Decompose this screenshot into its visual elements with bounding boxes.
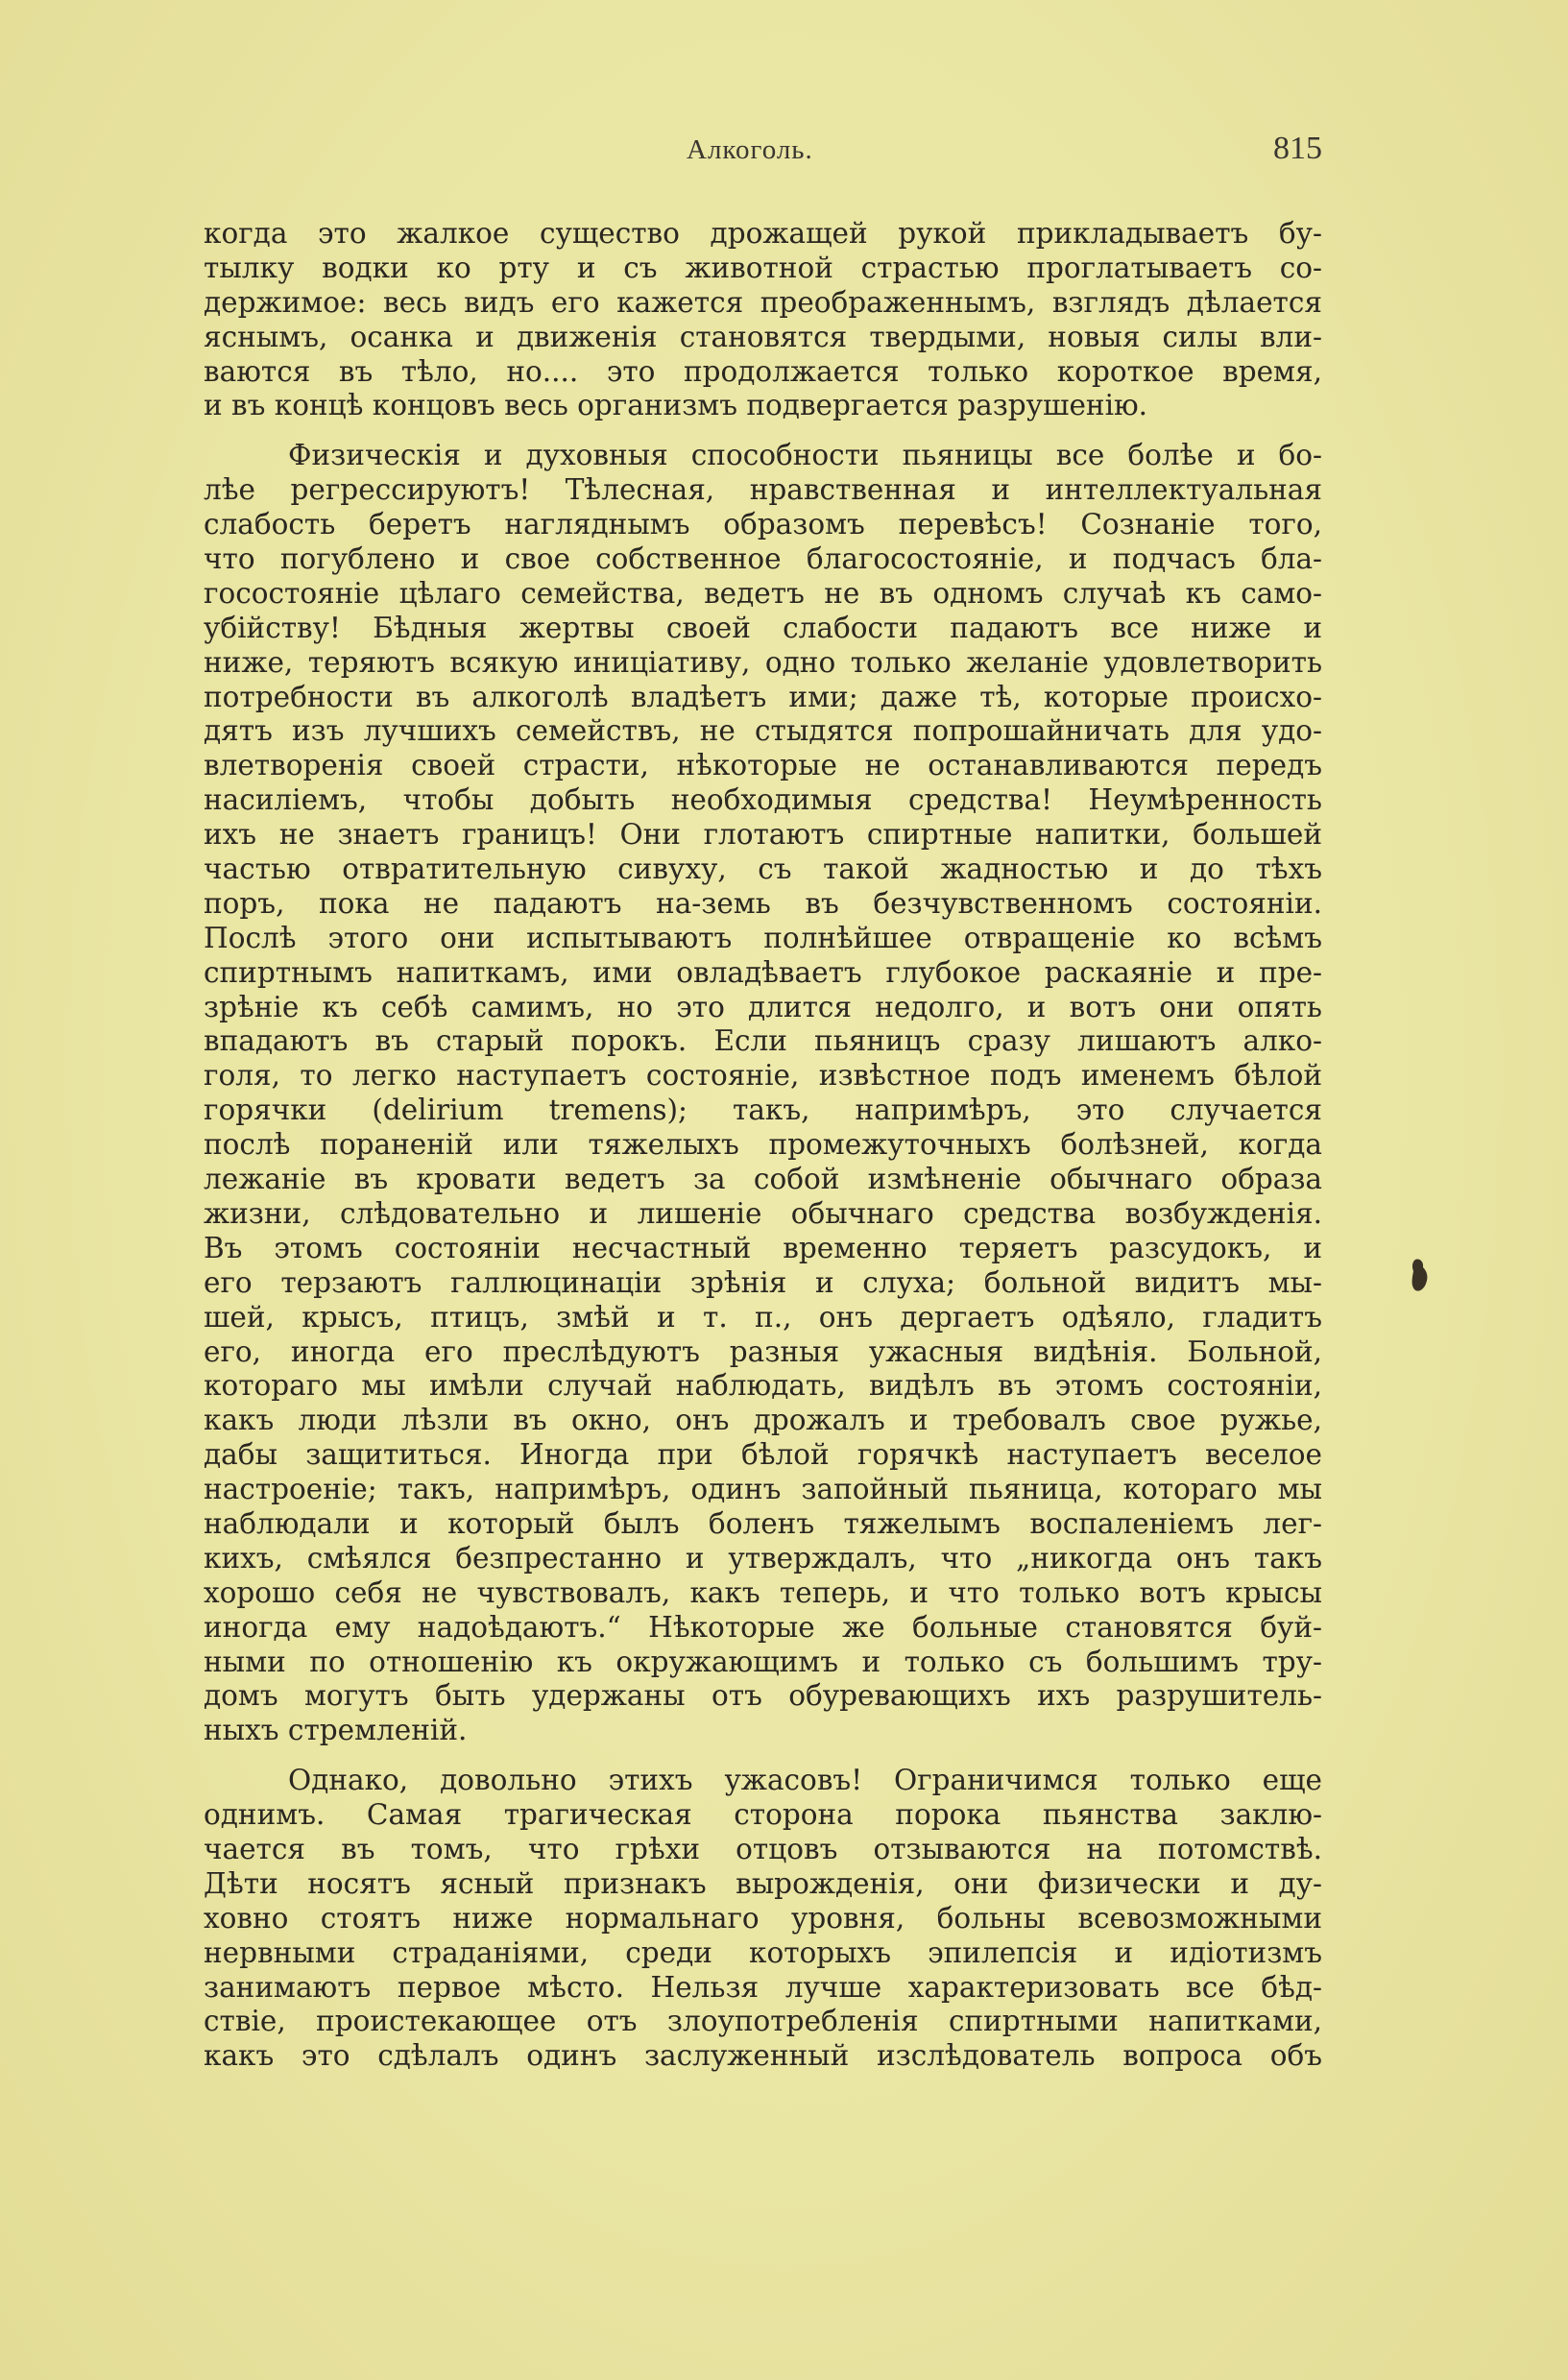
text-line: потребности въ алкоголѣ владѣетъ ими; даже тѣ, которые происхо- <box>204 680 1322 713</box>
text-line: ными по отношенію къ окружающимъ и только съ большимъ тру- <box>204 1645 1322 1678</box>
text-line: лежаніе въ кровати ведетъ за собой измѣненіе обычнаго образа <box>204 1163 1322 1196</box>
text-line: какъ люди лѣзли въ окно, онъ дрожалъ и требовалъ свое ружье, <box>204 1404 1322 1437</box>
text-line: настроеніе; такъ, напримѣръ, одинъ запойный пьяница, котораго мы <box>204 1473 1322 1506</box>
text-line: жизни, слѣдовательно и лишеніе обычнаго средства возбужденія. <box>204 1196 1322 1230</box>
text-line: ихъ не знаетъ границъ! Они глотаютъ спиртные напитки, большей <box>204 818 1322 852</box>
page-header <box>204 131 1322 173</box>
text-line: котораго мы имѣли случай наблюдать, видѣлъ въ этомъ состояніи, <box>204 1369 1322 1403</box>
text-line: однимъ. Самая трагическая сторона порока пьянства заклю- <box>204 1798 1322 1832</box>
text-line: насиліемъ, чтобы добыть необходимыя средства! Неумѣренность <box>204 783 1322 817</box>
text-line: убійству! Бѣдныя жертвы своей слабости падаютъ все ниже и <box>204 611 1322 644</box>
text-line: хорошо себя не чувствовалъ, какъ теперь, и что только вотъ крысы <box>204 1575 1322 1609</box>
text-line: иногда ему надоѣдаютъ.“ Нѣкоторые же больные становятся буй- <box>204 1610 1322 1644</box>
text-line: ствіе, проистекающее отъ злоупотребленія спиртными напитками, <box>204 2005 1322 2038</box>
text-line: чается въ томъ, что грѣхи отцовъ отзываются на потомствѣ. <box>204 1832 1322 1865</box>
text-line: голя, то легко наступаетъ состояніе, извѣстное подъ именемъ бѣлой <box>204 1059 1322 1093</box>
text-line: что погублено и свое собственное благосостояніе, и подчасъ бла- <box>204 542 1322 576</box>
text-line: шей, крысъ, птицъ, змѣй и т. п., онъ дергаетъ одѣяло, гладитъ <box>204 1300 1322 1334</box>
body-text <box>204 217 1322 2089</box>
text-line: поръ, пока не падаютъ на-земь въ безчувственномъ состояніи. <box>204 886 1322 920</box>
text-line: ховно стоятъ ниже нормальнаго уровня, больны всевозможными <box>204 1901 1322 1935</box>
text-line: Послѣ этого они испытываютъ полнѣйшее отвращеніе ко всѣмъ <box>204 921 1322 954</box>
text-line: кихъ, смѣялся безпрестанно и утверждалъ, что „никогда онъ такъ <box>204 1541 1322 1575</box>
text-line: влетворенія своей страсти, нѣкоторые не останавливаются передъ <box>204 749 1322 782</box>
text-line: спиртнымъ напиткамъ, ими овладѣваетъ глубокое раскаяніе и пре- <box>204 955 1322 989</box>
text-line: Дѣти носятъ ясный признакъ вырожденія, они физически и ду- <box>204 1866 1322 1900</box>
text-line: тылку водки ко рту и съ животной страстью проглатываетъ со- <box>204 251 1322 284</box>
paragraph-1 <box>204 217 1322 423</box>
text-line: Въ этомъ состояніи несчастный временно теряетъ разсудокъ, и <box>204 1231 1322 1264</box>
text-line: и въ концѣ концовъ весь организмъ подвергается разрушенію. <box>204 389 1148 422</box>
text-line: ниже, теряютъ всякую иниціативу, одно только желаніе удовлетворить <box>204 645 1322 679</box>
text-line: его, иногда его преслѣдуютъ разныя ужасныя видѣнія. Больной, <box>204 1334 1322 1368</box>
text-line: впадаютъ въ старый порокъ. Если пьяницъ сразу лишаютъ алко- <box>204 1024 1322 1058</box>
text-line: наблюдали и который былъ боленъ тяжелымъ воспаленіемъ лег- <box>204 1506 1322 1540</box>
ink-blot <box>1410 1258 1431 1294</box>
text-line: горячки (delirium tremens); такъ, напримѣръ, это случается <box>204 1094 1322 1127</box>
text-line: дабы защититься. Иногда при бѣлой горячкѣ наступаетъ веселое <box>204 1438 1322 1472</box>
text-line: его терзаютъ галлюцинаціи зрѣнія и слуха; больной видитъ мы- <box>204 1265 1322 1299</box>
text-line: лѣе регрессируютъ! Тѣлесная, нравственная и интеллектуальная <box>204 473 1322 507</box>
text-line: зрѣніе къ себѣ самимъ, но это длится недолго, и вотъ они опять <box>204 990 1322 1023</box>
page-number: 815 <box>1273 131 1322 166</box>
text-line: когда это жалкое существо дрожащей рукой прикладываетъ бу- <box>204 217 1322 250</box>
text-line: послѣ пораненій или тяжелыхъ промежуточныхъ болѣзней, когда <box>204 1128 1322 1162</box>
text-line: дятъ изъ лучшихъ семействъ, не стыдятся попрошайничать для удо- <box>204 714 1322 748</box>
paragraph-3 <box>204 1764 1322 2074</box>
text-line: слабость беретъ нагляднымъ образомъ перевѣсъ! Сознаніе того, <box>204 508 1322 541</box>
text-line: занимаютъ первое мѣсто. Нельзя лучше характеризовать все бѣд- <box>204 1970 1322 2004</box>
text-line: нервными страданіями, среди которыхъ эпилепсія и идіотизмъ <box>204 1935 1322 1969</box>
paragraph-2 <box>204 439 1322 1748</box>
text-line: частью отвратительную сивуху, съ такой жадностью и до тѣхъ <box>204 853 1322 886</box>
text-line: ваются въ тѣло, но.... это продолжается только короткое время, <box>204 354 1322 388</box>
text-line: Однако, довольно этихъ ужасовъ! Ограничимся только еще <box>288 1764 1322 1797</box>
text-line: Физическія и духовныя способности пьяницы все болѣе и бо- <box>288 439 1322 472</box>
text-line: домъ могутъ быть удержаны отъ обуревающихъ ихъ разрушитель- <box>204 1679 1322 1713</box>
text-line: госостояніе цѣлаго семейства, ведетъ не въ одномъ случаѣ къ само- <box>204 576 1322 610</box>
text-line: держимое: весь видъ его кажется преображеннымъ, взглядъ дѣлается <box>204 285 1322 319</box>
text-line: ныхъ стремленій. <box>204 1714 468 1747</box>
text-line: яснымъ, осанка и движенія становятся твердыми, новыя силы вли- <box>204 320 1322 353</box>
running-title: Алкоголь. <box>687 134 813 165</box>
text-line: какъ это сдѣлалъ одинъ заслуженный изслѣдователь вопроса объ <box>204 2039 1322 2073</box>
